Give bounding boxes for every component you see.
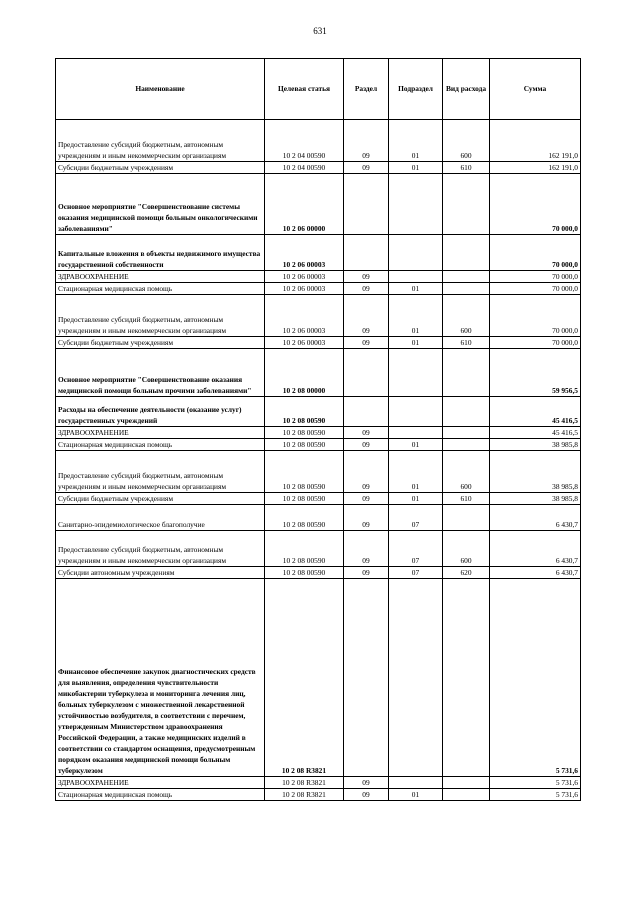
table-row <box>56 295 581 337</box>
row-target-cell: 10 2 06 00003 <box>265 283 344 295</box>
row-target-cell: 10 2 08 00590 <box>265 493 344 505</box>
row-target-cell: 10 2 08 00590 <box>265 531 344 567</box>
row-section-cell: 09 <box>344 505 389 531</box>
page-number: 631 <box>313 26 327 36</box>
row-name-cell: Предоставление субсидий бюджетным, автономным учреждениям и иным некоммерческим организациям <box>56 531 265 567</box>
table-row <box>56 505 581 531</box>
row-amount-cell: 6 430,7 <box>490 505 581 531</box>
row-target-cell: 10 2 06 00003 <box>265 235 344 271</box>
row-target-cell: 10 2 08 R3821 <box>265 789 344 801</box>
table-row <box>56 162 581 174</box>
row-expense-cell: 610 <box>443 162 490 174</box>
row-subsection-cell <box>389 427 443 439</box>
table-row <box>56 439 581 451</box>
row-subsection-cell: 01 <box>389 162 443 174</box>
row-section-cell: 09 <box>344 283 389 295</box>
row-target-cell: 10 2 08 00590 <box>265 397 344 427</box>
table-row <box>56 567 581 579</box>
table-row <box>56 451 581 493</box>
row-section-cell: 09 <box>344 493 389 505</box>
row-subsection-cell <box>389 777 443 789</box>
row-section-cell: 09 <box>344 531 389 567</box>
row-name-cell: ЗДРАВООХРАНЕНИЕ <box>56 271 265 283</box>
row-name-cell: Предоставление субсидий бюджетным, автономным учреждениям и иным некоммерческим организациям <box>56 451 265 493</box>
row-section-cell: 09 <box>344 271 389 283</box>
header-name: Наименование <box>56 59 265 120</box>
row-amount-cell: 6 430,7 <box>490 531 581 567</box>
row-subsection-cell <box>389 271 443 283</box>
table-row <box>56 349 581 397</box>
table-row <box>56 235 581 271</box>
row-target-cell: 10 2 08 00590 <box>265 505 344 531</box>
row-expense-cell <box>443 505 490 531</box>
table-row <box>56 174 581 235</box>
row-subsection-cell <box>389 174 443 235</box>
row-target-cell: 10 2 06 00003 <box>265 271 344 283</box>
table-row <box>56 789 581 801</box>
row-amount-cell: 70 000,0 <box>490 235 581 271</box>
row-name-cell: ЗДРАВООХРАНЕНИЕ <box>56 427 265 439</box>
row-section-cell: 09 <box>344 427 389 439</box>
table-row <box>56 493 581 505</box>
table-row <box>56 337 581 349</box>
row-name-cell: ЗДРАВООХРАНЕНИЕ <box>56 777 265 789</box>
table-row <box>56 579 581 777</box>
row-expense-cell <box>443 235 490 271</box>
header-subsection: Подраздел <box>389 59 443 120</box>
row-section-cell: 09 <box>344 337 389 349</box>
row-amount-cell: 162 191,0 <box>490 120 581 162</box>
row-amount-cell: 70 000,0 <box>490 295 581 337</box>
row-target-cell: 10 2 08 00590 <box>265 567 344 579</box>
row-section-cell: 09 <box>344 162 389 174</box>
row-subsection-cell: 01 <box>389 451 443 493</box>
row-target-cell: 10 2 08 00590 <box>265 451 344 493</box>
row-expense-cell <box>443 427 490 439</box>
row-expense-cell: 600 <box>443 120 490 162</box>
row-name-cell: Расходы на обеспечение деятельности (оказание услуг) государственных учреждений <box>56 397 265 427</box>
row-target-cell: 10 2 06 00003 <box>265 337 344 349</box>
row-expense-cell: 600 <box>443 451 490 493</box>
table-row <box>56 427 581 439</box>
row-amount-cell: 38 985,8 <box>490 439 581 451</box>
header-amount: Сумма <box>490 59 581 120</box>
row-amount-cell: 5 731,6 <box>490 579 581 777</box>
row-name-cell: Субсидии бюджетным учреждениям <box>56 493 265 505</box>
table-row <box>56 283 581 295</box>
header-section: Раздел <box>344 59 389 120</box>
row-target-cell: 10 2 08 R3821 <box>265 777 344 789</box>
row-subsection-cell: 01 <box>389 493 443 505</box>
row-expense-cell <box>443 349 490 397</box>
row-section-cell: 09 <box>344 120 389 162</box>
row-name-cell: Основное мероприятие "Совершенствование системы оказания медицинской помощи больным онкологическими заболеваниями" <box>56 174 265 235</box>
row-name-cell: Основное мероприятие "Совершенствование оказания медицинской помощи больным прочими заболеваниями" <box>56 349 265 397</box>
row-name-cell: Стационарная медицинская помощь <box>56 789 265 801</box>
row-name-cell: Стационарная медицинская помощь <box>56 439 265 451</box>
row-target-cell: 10 2 08 00590 <box>265 427 344 439</box>
table-row <box>56 271 581 283</box>
row-subsection-cell: 01 <box>389 283 443 295</box>
row-target-cell: 10 2 04 00590 <box>265 162 344 174</box>
row-name-cell: Стационарная медицинская помощь <box>56 283 265 295</box>
row-amount-cell: 38 985,8 <box>490 493 581 505</box>
row-name-cell: Субсидии автономным учреждениям <box>56 567 265 579</box>
row-target-cell: 10 2 08 00590 <box>265 439 344 451</box>
row-subsection-cell: 07 <box>389 531 443 567</box>
row-target-cell: 10 2 06 00003 <box>265 295 344 337</box>
row-section-cell <box>344 235 389 271</box>
row-section-cell: 09 <box>344 451 389 493</box>
row-amount-cell: 5 731,6 <box>490 777 581 789</box>
row-target-cell: 10 2 08 R3821 <box>265 579 344 777</box>
row-expense-cell: 610 <box>443 493 490 505</box>
row-subsection-cell: 01 <box>389 439 443 451</box>
row-subsection-cell: 07 <box>389 505 443 531</box>
row-expense-cell: 610 <box>443 337 490 349</box>
row-section-cell <box>344 397 389 427</box>
row-amount-cell: 6 430,7 <box>490 567 581 579</box>
row-amount-cell: 162 191,0 <box>490 162 581 174</box>
row-expense-cell <box>443 283 490 295</box>
row-name-cell: Финансовое обеспечение закупок диагностических средств для выявления, определения чувствительности микобактерии туберкулеза и мониторинга лечения лиц, больных туберкулезом с множественной лекарственной устойчивостью возбудителя, в соответствии с перечнем, утвержденным Министерством здравоохранения Российской Федерации, а также медицинских изделий в соответствии со стандартом оснащения, предусмотренным порядком оказания медицинской помощи больным туберкулезом <box>56 579 265 777</box>
row-section-cell: 09 <box>344 295 389 337</box>
row-subsection-cell <box>389 349 443 397</box>
table-row <box>56 397 581 427</box>
row-expense-cell: 600 <box>443 531 490 567</box>
row-expense-cell <box>443 174 490 235</box>
row-amount-cell: 45 416,5 <box>490 397 581 427</box>
table-header-row <box>56 59 581 120</box>
row-name-cell: Предоставление субсидий бюджетным, автономным учреждениям и иным некоммерческим организациям <box>56 295 265 337</box>
row-name-cell: Капитальные вложения в объекты недвижимого имущества государственной собственности <box>56 235 265 271</box>
row-subsection-cell <box>389 397 443 427</box>
row-amount-cell: 45 416,5 <box>490 427 581 439</box>
row-expense-cell <box>443 439 490 451</box>
row-section-cell <box>344 349 389 397</box>
row-expense-cell <box>443 789 490 801</box>
header-target: Целевая статья <box>265 59 344 120</box>
row-expense-cell <box>443 579 490 777</box>
row-amount-cell: 59 956,5 <box>490 349 581 397</box>
row-section-cell: 09 <box>344 789 389 801</box>
header-expense-type: Вид расхода <box>443 59 490 120</box>
row-subsection-cell <box>389 235 443 271</box>
row-amount-cell: 38 985,8 <box>490 451 581 493</box>
table-row <box>56 777 581 789</box>
row-name-cell: Предоставление субсидий бюджетным, автономным учреждениям и иным некоммерческим организациям <box>56 120 265 162</box>
row-expense-cell <box>443 271 490 283</box>
row-expense-cell <box>443 397 490 427</box>
row-amount-cell: 70 000,0 <box>490 271 581 283</box>
row-expense-cell <box>443 777 490 789</box>
row-subsection-cell <box>389 579 443 777</box>
row-name-cell: Субсидии бюджетным учреждениям <box>56 162 265 174</box>
row-subsection-cell: 07 <box>389 567 443 579</box>
row-target-cell: 10 2 06 00000 <box>265 174 344 235</box>
row-section-cell <box>344 579 389 777</box>
row-amount-cell: 70 000,0 <box>490 174 581 235</box>
row-section-cell: 09 <box>344 567 389 579</box>
row-subsection-cell: 01 <box>389 295 443 337</box>
table-row <box>56 531 581 567</box>
row-subsection-cell: 01 <box>389 789 443 801</box>
row-section-cell <box>344 174 389 235</box>
row-amount-cell: 70 000,0 <box>490 283 581 295</box>
row-subsection-cell: 01 <box>389 120 443 162</box>
row-subsection-cell: 01 <box>389 337 443 349</box>
row-section-cell: 09 <box>344 777 389 789</box>
row-name-cell: Санитарно-эпидемиологическое благополучие <box>56 505 265 531</box>
row-expense-cell: 600 <box>443 295 490 337</box>
row-target-cell: 10 2 04 00590 <box>265 120 344 162</box>
row-section-cell: 09 <box>344 439 389 451</box>
row-name-cell: Субсидии бюджетным учреждениям <box>56 337 265 349</box>
budget-table <box>55 58 581 801</box>
table-row <box>56 120 581 162</box>
row-amount-cell: 70 000,0 <box>490 337 581 349</box>
row-target-cell: 10 2 08 00000 <box>265 349 344 397</box>
row-amount-cell: 5 731,6 <box>490 789 581 801</box>
row-expense-cell: 620 <box>443 567 490 579</box>
